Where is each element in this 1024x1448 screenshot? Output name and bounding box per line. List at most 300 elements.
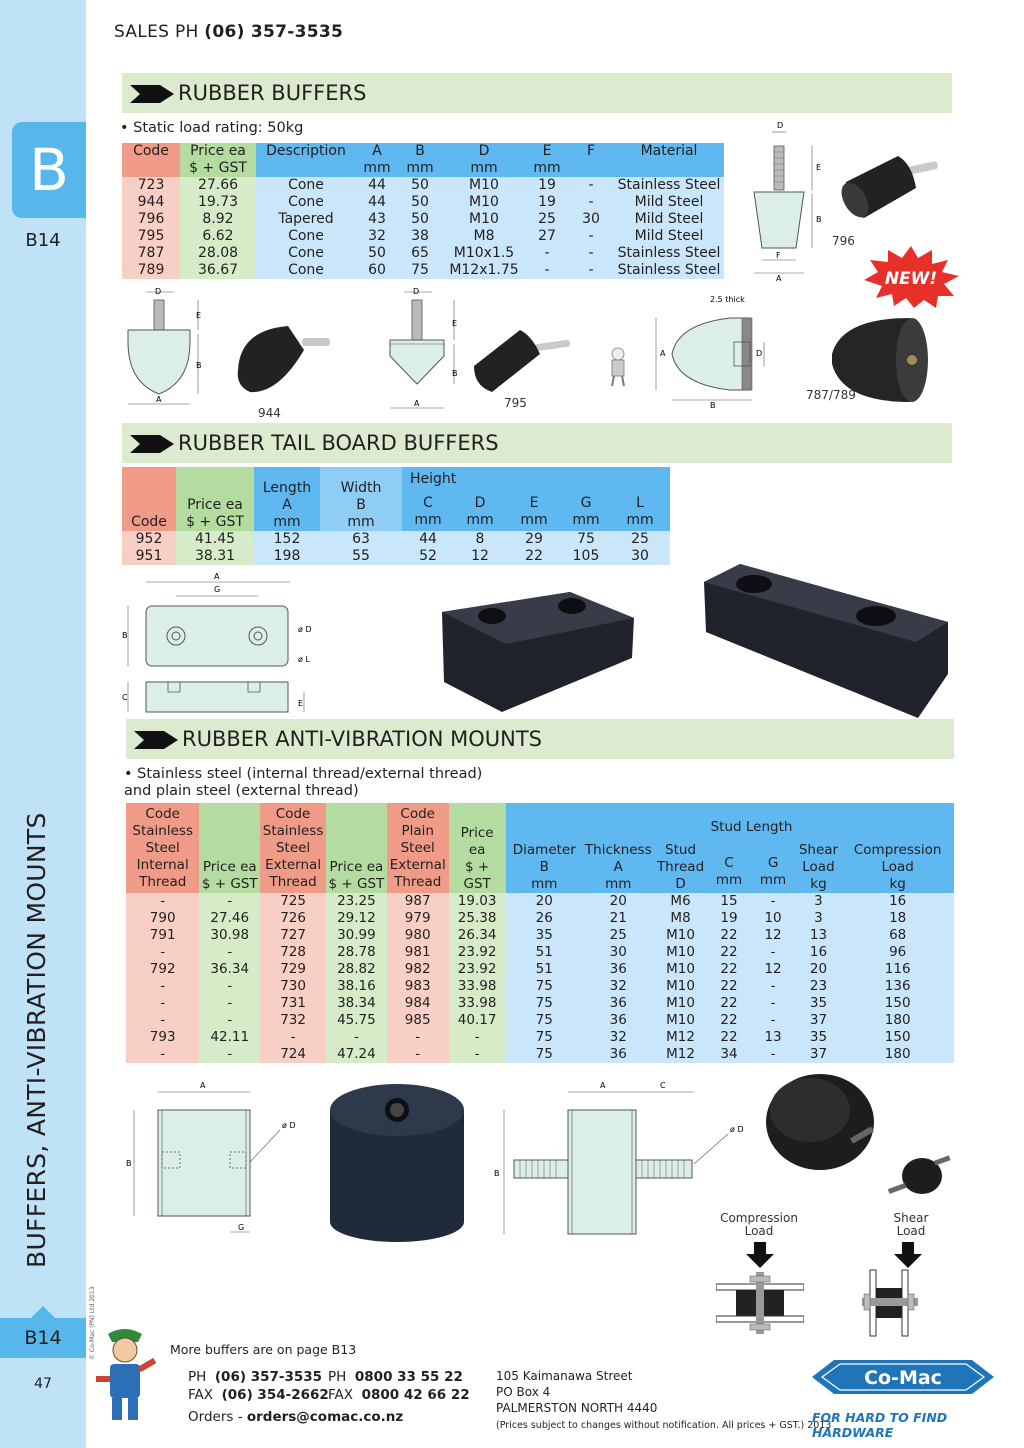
mounts-cell: - [260, 1029, 326, 1046]
diagram-tail-board [118, 570, 328, 720]
mounts-cell: - [751, 944, 796, 961]
buffers-cell: 6.62 [180, 228, 256, 245]
mounts-cell: 20 [506, 893, 583, 910]
mounts-cell: 982 [387, 961, 449, 978]
mounts-cell: 13 [751, 1029, 796, 1046]
photo-796-buffer [836, 150, 942, 230]
tailboard-cell: 951 [122, 548, 176, 565]
mounts-cell: 36 [583, 995, 654, 1012]
footer-fax-2 [328, 1386, 470, 1404]
header-price-3: Price ea $ + GST [449, 803, 506, 893]
mounts-cell: 23 [796, 978, 842, 995]
mounts-cell: 985 [387, 1012, 449, 1029]
mounts-cell: 37 [796, 1046, 842, 1063]
more-buffers-note: More buffers are on page B13 [170, 1342, 357, 1357]
mounts-cell: 30.98 [199, 927, 260, 944]
address-line-2: PO Box 4 [496, 1385, 551, 1399]
arrow-icon [130, 85, 174, 103]
svg-text:G: G [214, 585, 221, 594]
table-row [126, 1029, 954, 1046]
tailboard-cell: 952 [122, 531, 176, 548]
buffers-cell: - [568, 245, 614, 262]
header-code: Code [122, 467, 176, 531]
mounts-cell: - [126, 1046, 199, 1063]
sales-phone[interactable]: (06) 357-3535 [204, 22, 344, 42]
diagram-787-789 [650, 292, 780, 414]
mounts-cell: 26.34 [449, 927, 506, 944]
mounts-cell: - [199, 978, 260, 995]
mounts-cell: 26 [506, 910, 583, 927]
page-code-top: B14 [25, 230, 61, 251]
buffers-cell: - [568, 228, 614, 245]
mounts-cell: 3 [796, 910, 842, 927]
mounts-cell: - [751, 995, 796, 1012]
svg-text:D: D [155, 287, 162, 296]
ph-label: PH [328, 1369, 347, 1385]
table-row [122, 211, 724, 228]
fax-number: (06) 354-2662 [221, 1387, 329, 1403]
mounts-cell: 38.34 [326, 995, 387, 1012]
svg-text:ø D: ø D [298, 625, 312, 634]
arrow-icon [130, 435, 174, 453]
buffers-cell: M12x1.75 [442, 262, 526, 279]
mounts-cell: 42.11 [199, 1029, 260, 1046]
mounts-cell: - [126, 995, 199, 1012]
buffers-cell: 50 [398, 177, 442, 194]
svg-text:B: B [494, 1169, 500, 1178]
section-title: RUBBER BUFFERS [178, 81, 367, 105]
arrow-icon [134, 731, 178, 749]
header-d: D mm [442, 143, 526, 177]
table-row [122, 177, 724, 194]
header-thickness: Thickness A mm [583, 803, 654, 893]
buffers-cell: 27 [526, 228, 568, 245]
mounts-cell: - [326, 1029, 387, 1046]
svg-text:ø D: ø D [730, 1125, 744, 1134]
mounts-cell: 36 [583, 1012, 654, 1029]
header-code-ss-external: Code Stainless Steel External Thread [260, 803, 326, 893]
mounts-cell: 32 [583, 1029, 654, 1046]
mounts-cell: M12 [654, 1046, 708, 1063]
photo-tail-board-952 [440, 588, 636, 714]
section-title: RUBBER TAIL BOARD BUFFERS [178, 431, 499, 455]
mounts-cell: 22 [707, 978, 750, 995]
svg-text:B: B [126, 1159, 132, 1168]
sales-prefix: SALES PH [114, 22, 205, 42]
orders-label: Orders - [188, 1409, 247, 1425]
mounts-cell: - [387, 1046, 449, 1063]
mounts-cell: 150 [841, 1029, 954, 1046]
diagram-mount-internal [118, 1076, 308, 1240]
table-row [126, 893, 954, 910]
buffers-cell: Cone [256, 177, 356, 194]
svg-text:A: A [214, 572, 220, 581]
svg-text:E: E [816, 163, 822, 172]
header-b: B mm [398, 143, 442, 177]
mounts-cell: 35 [796, 1029, 842, 1046]
svg-text:E: E [452, 319, 458, 328]
table-row [122, 548, 670, 565]
mounts-cell: - [751, 978, 796, 995]
header-height: Height [402, 467, 670, 492]
table-row [126, 961, 954, 978]
free-fax-number: 0800 42 66 22 [361, 1387, 470, 1403]
mounts-cell: 34 [707, 1046, 750, 1063]
buffers-cell: 723 [122, 177, 180, 194]
mounts-cell: 980 [387, 927, 449, 944]
tailboard-cell: 63 [320, 531, 402, 548]
buffers-cell: M8 [442, 228, 526, 245]
buffers-cell: 60 [356, 262, 398, 279]
tailboard-cell: 30 [610, 548, 670, 565]
label-thickness: 2.5 thick [710, 295, 745, 304]
mounts-cell: 75 [506, 1029, 583, 1046]
header-stud-thread: Stud Thread D [654, 803, 708, 893]
buffers-cell: M10 [442, 211, 526, 228]
table-row [126, 927, 954, 944]
header-description: Description [256, 143, 356, 177]
table-row [126, 944, 954, 961]
buffers-cell: 8.92 [180, 211, 256, 228]
buffers-cell: - [526, 262, 568, 279]
mounts-cell: 45.75 [326, 1012, 387, 1029]
comac-logo[interactable] [812, 1354, 994, 1400]
header-a: A mm [356, 143, 398, 177]
shear-load-label: Shear Load [893, 1211, 929, 1238]
mounts-body [126, 893, 954, 1063]
mounts-cell: 726 [260, 910, 326, 927]
svg-text:G: G [238, 1223, 245, 1232]
mounts-cell: 12 [751, 961, 796, 978]
label-796: 796 [832, 234, 855, 248]
tailboard-cell: 25 [610, 531, 670, 548]
mounts-cell: 792 [126, 961, 199, 978]
ph-label: PH [188, 1369, 207, 1385]
header-f: F [568, 143, 614, 177]
tailboard-cell: 55 [320, 548, 402, 565]
tailboard-cell: 22 [506, 548, 562, 565]
buffers-cell: 50 [398, 211, 442, 228]
mounts-cell: 981 [387, 944, 449, 961]
mounts-cell: 10 [751, 910, 796, 927]
mounts-cell: 987 [387, 893, 449, 910]
header-material: Material [614, 143, 724, 177]
mounts-cell: 3 [796, 893, 842, 910]
buffers-cell: 50 [356, 245, 398, 262]
buffers-cell: 65 [398, 245, 442, 262]
buffers-cell: 787 [122, 245, 180, 262]
diagram-795 [380, 284, 470, 416]
header-code-plain-external: Code Plain Steel External Thread [387, 803, 449, 893]
new-badge-text: NEW! [884, 269, 938, 289]
mounts-cell: 732 [260, 1012, 326, 1029]
label-787-789: 787/789 [806, 388, 856, 402]
mounts-cell: 731 [260, 995, 326, 1012]
mounts-cell: 790 [126, 910, 199, 927]
section-tab-letter[interactable]: B [12, 122, 86, 218]
mounts-cell: 51 [506, 944, 583, 961]
tailboard-cell: 75 [562, 531, 610, 548]
mounts-cell: 19 [707, 910, 750, 927]
mounts-cell: 979 [387, 910, 449, 927]
buffers-cell: 32 [356, 228, 398, 245]
mounts-cell: - [199, 893, 260, 910]
freephone-number[interactable]: 0800 33 55 22 [354, 1369, 463, 1385]
buffers-cell: Cone [256, 228, 356, 245]
mounts-cell: 727 [260, 927, 326, 944]
mounts-cell: 36 [583, 961, 654, 978]
mounts-cell: 25.38 [449, 910, 506, 927]
tailboard-cell: 44 [402, 531, 454, 548]
mounts-cell: 983 [387, 978, 449, 995]
svg-text:E: E [298, 699, 304, 708]
mounts-cell: 36 [583, 1046, 654, 1063]
header-e: E mm [526, 143, 568, 177]
svg-text:A: A [200, 1081, 206, 1090]
header-d: D mm [454, 492, 506, 531]
brand-name: Co-Mac [864, 1367, 942, 1389]
mounts-cell: M10 [654, 944, 708, 961]
buffers-cell: - [526, 245, 568, 262]
mounts-cell: 16 [841, 893, 954, 910]
buffers-cell: Cone [256, 262, 356, 279]
mounts-cell: 20 [796, 961, 842, 978]
buffers-cell: - [568, 194, 614, 211]
svg-text:D: D [756, 349, 763, 358]
mounts-cell: 729 [260, 961, 326, 978]
buffers-cell: 795 [122, 228, 180, 245]
address-line-3: PALMERSTON NORTH 4440 [496, 1401, 658, 1415]
table-header-row [122, 467, 670, 492]
label-795: 795 [504, 396, 527, 410]
svg-text:C: C [122, 693, 128, 702]
diagram-796 [742, 118, 832, 284]
svg-text:A: A [414, 399, 420, 408]
photo-944-buffer [232, 320, 332, 398]
mounts-cell: 23.92 [449, 944, 506, 961]
mascot-small-icon [604, 346, 632, 388]
mounts-cell: M10 [654, 927, 708, 944]
mounts-cell: - [751, 1046, 796, 1063]
mounts-cell: M10 [654, 995, 708, 1012]
table-row [122, 245, 724, 262]
mounts-cell: - [126, 978, 199, 995]
table-row [122, 194, 724, 211]
header-l: L mm [610, 492, 670, 531]
footer-orders [188, 1408, 403, 1426]
sales-phone-header [114, 22, 343, 42]
mounts-cell: 22 [707, 927, 750, 944]
svg-text:B: B [816, 215, 822, 224]
mounts-cell: 75 [506, 978, 583, 995]
page-code-bottom: B14 [0, 1318, 86, 1358]
buffers-cell: 19.73 [180, 194, 256, 211]
header-diameter: Diameter B mm [506, 803, 583, 893]
mounts-cell: 150 [841, 995, 954, 1012]
mounts-cell: 75 [506, 995, 583, 1012]
buffers-cell: 44 [356, 194, 398, 211]
tailboard-cell: 8 [454, 531, 506, 548]
svg-text:B: B [452, 369, 458, 378]
mounts-cell: 25 [583, 927, 654, 944]
tailboard-cell: 152 [254, 531, 320, 548]
mounts-cell: - [449, 1029, 506, 1046]
mounts-cell: 22 [707, 961, 750, 978]
mounts-cell: 22 [707, 1029, 750, 1046]
svg-text:A: A [156, 395, 162, 404]
mounts-cell: - [387, 1029, 449, 1046]
mounts-cell: 724 [260, 1046, 326, 1063]
header-c: C mm [707, 852, 750, 893]
mounts-cell: - [751, 893, 796, 910]
mounts-cell: - [449, 1046, 506, 1063]
photo-mount-internal [326, 1080, 468, 1244]
footer-fax-1 [188, 1386, 329, 1404]
mounts-cell: 793 [126, 1029, 199, 1046]
svg-text:B: B [196, 361, 202, 370]
mounts-cell: - [199, 944, 260, 961]
buffers-cell: 789 [122, 262, 180, 279]
label-944: 944 [258, 406, 281, 420]
mounts-cell: 16 [796, 944, 842, 961]
buffers-cell: Mild Steel [614, 228, 724, 245]
header-c: C mm [402, 492, 454, 531]
mounts-cell: - [126, 1012, 199, 1029]
header-price-2: Price ea $ + GST [326, 803, 387, 893]
buffers-cell: Cone [256, 194, 356, 211]
mounts-cell: M10 [654, 1012, 708, 1029]
section-header-anti-vibration-mounts [126, 719, 954, 759]
buffers-cell: M10 [442, 177, 526, 194]
section-header-tail-board-buffers [122, 423, 952, 463]
page-number: 47 [34, 1376, 52, 1392]
mounts-cell: 68 [841, 927, 954, 944]
mounts-cell: 21 [583, 910, 654, 927]
photo-mount-small [886, 1150, 952, 1202]
mounts-cell: 96 [841, 944, 954, 961]
table-header-row [122, 143, 724, 177]
mounts-cell: 33.98 [449, 978, 506, 995]
table-row [126, 995, 954, 1012]
header-code-ss-internal: Code Stainless Steel Internal Thread [126, 803, 199, 893]
buffers-cell: 30 [568, 211, 614, 228]
svg-text:F: F [776, 251, 781, 260]
compression-load-diagram [716, 1242, 804, 1338]
address-line-1: 105 Kaimanawa Street [496, 1369, 633, 1383]
header-g: G mm [751, 852, 796, 893]
tailboard-cell: 52 [402, 548, 454, 565]
buffers-cell: 796 [122, 211, 180, 228]
mounts-cell: M10 [654, 961, 708, 978]
buffers-cell: Cone [256, 245, 356, 262]
header-price: Price ea $ + GST [180, 143, 256, 177]
mounts-cell: - [199, 1046, 260, 1063]
tailboard-cell: 29 [506, 531, 562, 548]
diagram-944 [118, 284, 218, 412]
header-code: Code [122, 143, 180, 177]
table-row [122, 228, 724, 245]
table-header-row [126, 803, 954, 852]
buffers-cell: 28.08 [180, 245, 256, 262]
mounts-cell: 180 [841, 1012, 954, 1029]
section-header-rubber-buffers [122, 73, 952, 113]
buffers-cell: M10 [442, 194, 526, 211]
buffers-cell: Stainless Steel [614, 262, 724, 279]
mounts-cell: 22 [707, 995, 750, 1012]
fax-label: FAX [188, 1387, 214, 1403]
table-row [126, 910, 954, 927]
buffers-cell: 75 [398, 262, 442, 279]
tailboard-cell: 12 [454, 548, 506, 565]
header-stud-length: Stud Length [707, 803, 795, 852]
svg-text:ø D: ø D [282, 1121, 296, 1130]
svg-text:A: A [776, 274, 782, 283]
buffers-cell: 19 [526, 194, 568, 211]
mounts-cell: 725 [260, 893, 326, 910]
mounts-cell: 28.78 [326, 944, 387, 961]
mounts-cell: 13 [796, 927, 842, 944]
compression-load-label: Compression Load [720, 1211, 798, 1238]
mounts-cell: - [199, 1012, 260, 1029]
table-row [122, 262, 724, 279]
mounts-cell: M6 [654, 893, 708, 910]
svg-text:D: D [777, 121, 784, 130]
mounts-cell: 791 [126, 927, 199, 944]
brand-tagline: FOR HARD TO FIND HARDWARE [812, 1410, 948, 1440]
orders-email-link[interactable]: orders@comac.co.nz [246, 1409, 404, 1425]
header-compression-load: Compression Load kg [841, 803, 954, 893]
buffers-cell: Stainless Steel [614, 245, 724, 262]
copyright: © Co-Mac (PN) Ltd 2013 [89, 1286, 96, 1360]
mounts-cell: M10 [654, 978, 708, 995]
footer-phone-2 [328, 1368, 463, 1386]
mounts-cell: 22 [707, 1012, 750, 1029]
mascot-icon [92, 1324, 162, 1428]
tailboard-cell: 38.31 [176, 548, 254, 565]
phone-number[interactable]: (06) 357-3535 [214, 1369, 323, 1385]
mounts-cell: 40.17 [449, 1012, 506, 1029]
mounts-cell: 37 [796, 1012, 842, 1029]
mounts-cell: 29.12 [326, 910, 387, 927]
table-row [122, 531, 670, 548]
mounts-cell: 27.46 [199, 910, 260, 927]
shear-load-diagram [862, 1242, 958, 1338]
svg-text:A: A [660, 349, 666, 358]
svg-text:B: B [710, 401, 716, 410]
buffers-cell: 50 [398, 194, 442, 211]
mounts-cell: 28.82 [326, 961, 387, 978]
buffers-cell: 36.67 [180, 262, 256, 279]
mounts-cell: 23.92 [449, 961, 506, 978]
mounts-cell: 35 [796, 995, 842, 1012]
footer-phone-1 [188, 1368, 322, 1386]
mounts-cell: - [126, 893, 199, 910]
mounts-cell: 984 [387, 995, 449, 1012]
svg-text:A: A [600, 1081, 606, 1090]
mounts-cell: 38.16 [326, 978, 387, 995]
new-badge-icon [862, 246, 960, 308]
mounts-cell: 36.34 [199, 961, 260, 978]
rubber-buffers-body [122, 177, 724, 279]
buffers-cell: 27.66 [180, 177, 256, 194]
mounts-cell: 30 [583, 944, 654, 961]
mounts-cell: 51 [506, 961, 583, 978]
mounts-cell: - [199, 995, 260, 1012]
buffers-cell: Tapered [256, 211, 356, 228]
static-load-note: • Static load rating: 50kg [120, 120, 304, 136]
mounts-cell: - [126, 944, 199, 961]
mounts-cell: 730 [260, 978, 326, 995]
